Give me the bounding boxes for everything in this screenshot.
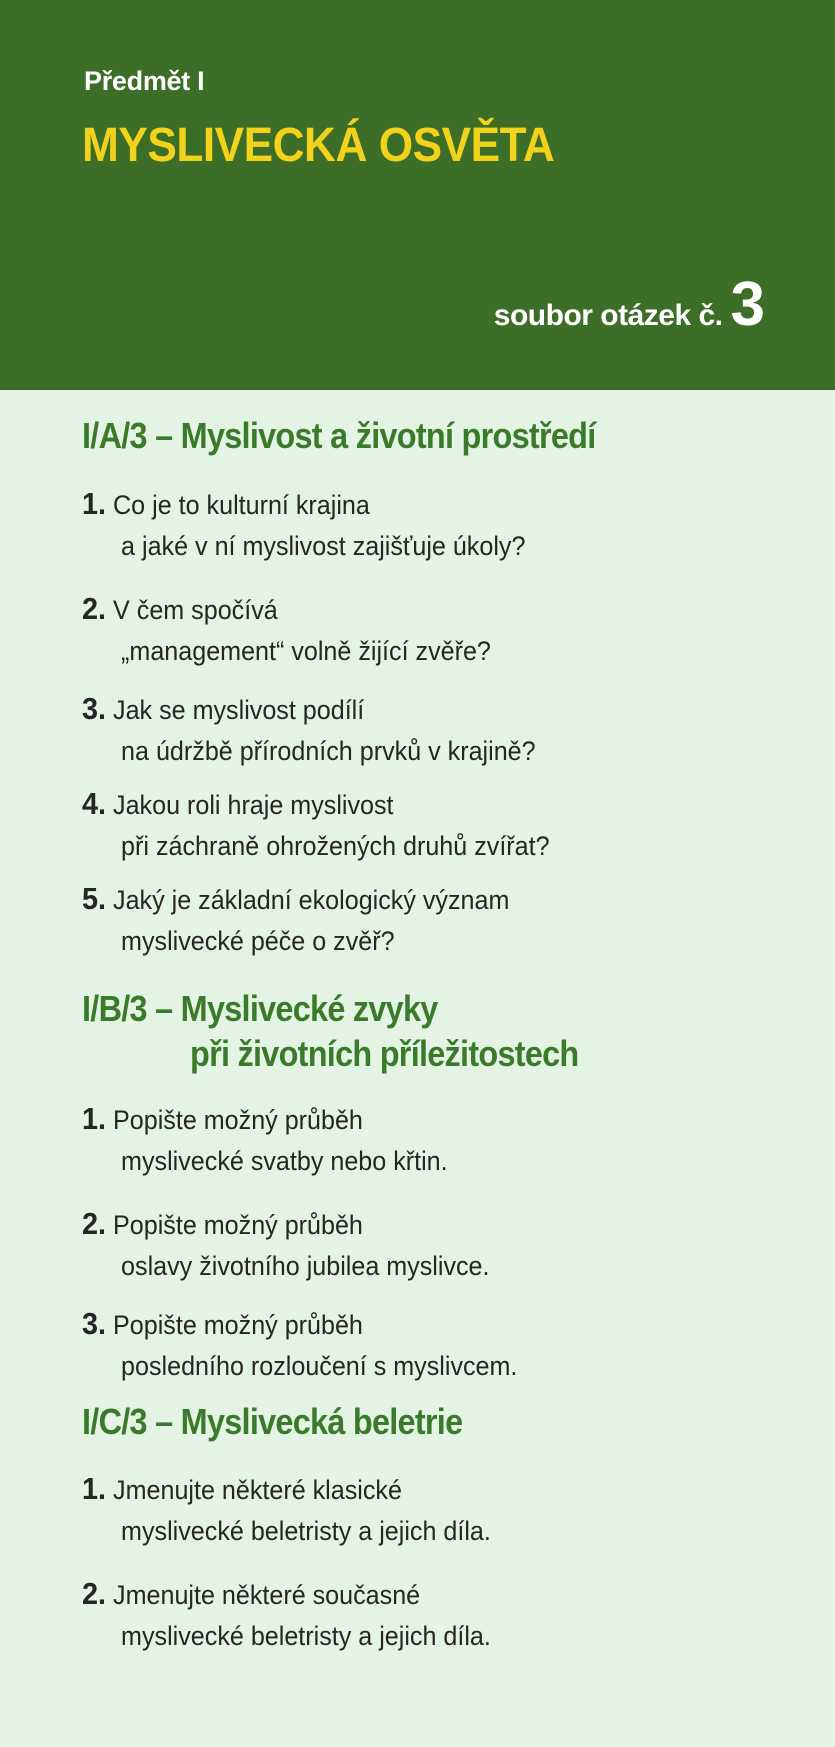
question-text-cont: myslivecké beletristy a jejich díla. xyxy=(121,1516,491,1546)
question-text: Jmenujte některé současné xyxy=(113,1580,421,1610)
section-title-b-cont: při životních příležitostech xyxy=(190,1033,579,1074)
question-text: Jaký je základní ekologický význam xyxy=(113,885,510,915)
section-title-c: I/C/3 – Myslivecká beletrie xyxy=(82,1401,463,1442)
section-title-b: I/B/3 – Myslivecké zvyky xyxy=(82,988,438,1029)
question-number: 5. xyxy=(82,881,107,916)
question-b2 xyxy=(82,1203,733,1287)
question-text-cont: myslivecké beletristy a jejich díla. xyxy=(121,1621,491,1651)
question-text-cont: na údržbě přírodních prvků v krajině? xyxy=(121,736,536,766)
question-number: 3. xyxy=(82,691,107,726)
question-c1 xyxy=(82,1468,733,1552)
question-a2 xyxy=(82,588,733,672)
question-text-cont: myslivecké péče o zvěř? xyxy=(121,926,395,956)
question-text: Jak se myslivost podílí xyxy=(113,695,365,725)
question-text: Jakou roli hraje myslivost xyxy=(113,790,394,820)
question-c2 xyxy=(82,1573,733,1657)
question-a5 xyxy=(82,878,733,962)
question-set-number: 3 xyxy=(730,270,765,339)
question-text: Popište možný průběh xyxy=(113,1310,363,1340)
question-set-label: soubor otázek č. xyxy=(493,299,723,332)
question-text: V čem spočívá xyxy=(113,595,278,625)
question-a3 xyxy=(82,688,733,772)
question-number: 2. xyxy=(82,1206,107,1241)
question-text-cont: myslivecké svatby nebo křtin. xyxy=(121,1146,448,1176)
question-number: 1. xyxy=(82,486,107,521)
header-band xyxy=(0,0,835,390)
question-a1 xyxy=(82,483,733,567)
question-number: 3. xyxy=(82,1306,107,1341)
question-text: Popište možný průběh xyxy=(113,1105,363,1135)
question-text-cont: posledního rozloučení s myslivcem. xyxy=(121,1351,518,1381)
question-a4 xyxy=(82,783,733,867)
question-text-cont: při záchraně ohrožených druhů zvířat? xyxy=(121,831,550,861)
question-number: 1. xyxy=(82,1471,107,1506)
question-number: 2. xyxy=(82,1576,107,1611)
question-number: 1. xyxy=(82,1101,107,1136)
subject-label: Předmět I xyxy=(84,66,205,96)
question-text-cont: a jaké v ní myslivost zajišťuje úkoly? xyxy=(121,531,526,561)
question-text: Co je to kulturní krajina xyxy=(113,490,370,520)
question-text: Jmenujte některé klasické xyxy=(113,1475,402,1505)
question-b1 xyxy=(82,1098,733,1182)
section-title-a: I/A/3 – Myslivost a životní prostředí xyxy=(82,415,596,456)
question-text-cont: oslavy životního jubilea myslivce. xyxy=(121,1251,490,1281)
question-text: Popište možný průběh xyxy=(113,1210,363,1240)
question-text-cont: „management“ volně žijící zvěře? xyxy=(121,636,491,666)
question-number: 2. xyxy=(82,591,107,626)
question-set xyxy=(493,270,765,339)
question-number: 4. xyxy=(82,786,107,821)
card-title: MYSLIVECKÁ OSVĚTA xyxy=(82,119,555,172)
question-b3 xyxy=(82,1303,733,1387)
